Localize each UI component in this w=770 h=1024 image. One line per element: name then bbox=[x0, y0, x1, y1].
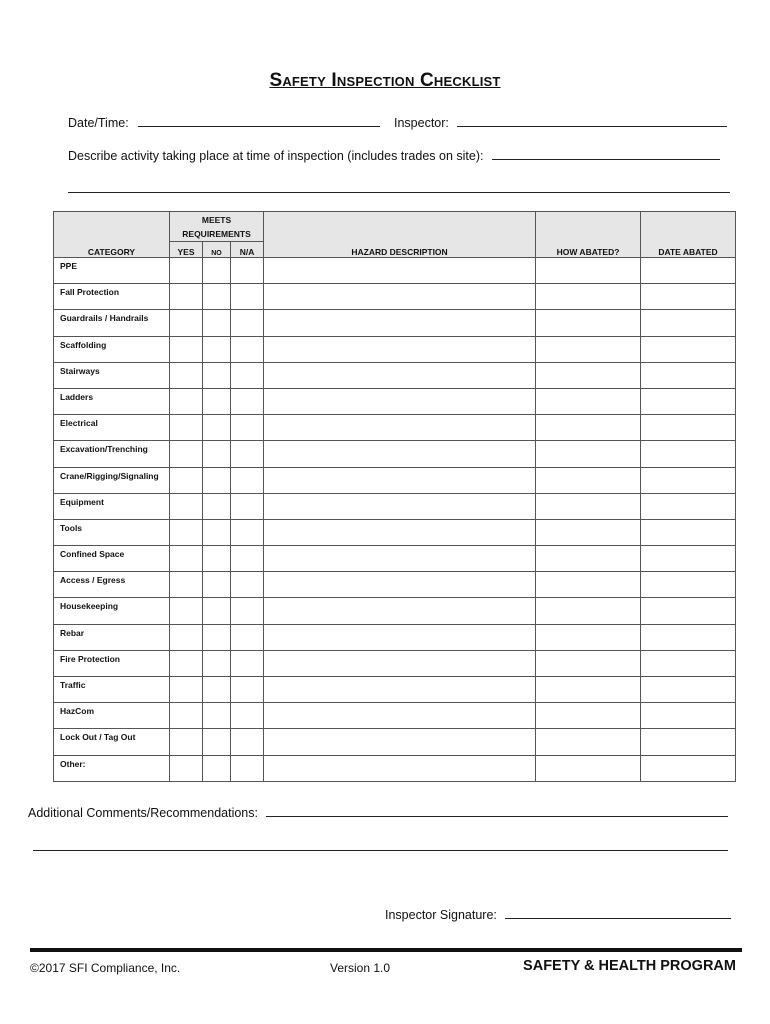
table-row bbox=[54, 755, 736, 781]
hazard-description-cell[interactable] bbox=[264, 677, 536, 703]
hazard-description-cell[interactable] bbox=[264, 519, 536, 545]
activity-input-line[interactable] bbox=[492, 148, 720, 160]
hazard-description-cell[interactable] bbox=[264, 729, 536, 755]
table-row bbox=[54, 310, 736, 336]
footer-program: SAFETY & HEALTH PROGRAM bbox=[523, 958, 736, 974]
table-row bbox=[54, 415, 736, 441]
hazard-description-cell[interactable] bbox=[264, 362, 536, 388]
category-cell: Tools bbox=[54, 519, 170, 545]
hazard-description-cell[interactable] bbox=[264, 467, 536, 493]
yes-cell[interactable] bbox=[170, 519, 203, 545]
na-cell[interactable] bbox=[231, 677, 264, 703]
category-cell: Crane/Rigging/Signaling bbox=[54, 467, 170, 493]
yes-cell[interactable] bbox=[170, 729, 203, 755]
table-row bbox=[54, 336, 736, 362]
yes-cell[interactable] bbox=[170, 546, 203, 572]
date-abated-cell[interactable] bbox=[641, 388, 736, 414]
date-abated-cell[interactable] bbox=[641, 362, 736, 388]
na-cell[interactable] bbox=[231, 729, 264, 755]
hazard-description-cell[interactable] bbox=[264, 441, 536, 467]
yes-cell[interactable] bbox=[170, 650, 203, 676]
footer-divider bbox=[30, 948, 742, 952]
category-cell: Stairways bbox=[54, 362, 170, 388]
na-cell[interactable] bbox=[231, 441, 264, 467]
comments-input-line-2[interactable] bbox=[33, 839, 728, 851]
yes-cell[interactable] bbox=[170, 441, 203, 467]
date-abated-cell[interactable] bbox=[641, 310, 736, 336]
date-abated-cell[interactable] bbox=[641, 415, 736, 441]
header-no: NO bbox=[203, 242, 231, 258]
inspector-input-line[interactable] bbox=[457, 115, 727, 127]
yes-cell[interactable] bbox=[170, 284, 203, 310]
no-cell[interactable] bbox=[203, 755, 231, 781]
how-abated-cell[interactable] bbox=[536, 258, 641, 284]
comments-field bbox=[28, 805, 728, 820]
table-row bbox=[54, 598, 736, 624]
category-cell: Rebar bbox=[54, 624, 170, 650]
category-cell: Ladders bbox=[54, 388, 170, 414]
date-abated-cell[interactable] bbox=[641, 467, 736, 493]
yes-cell[interactable] bbox=[170, 336, 203, 362]
yes-cell[interactable] bbox=[170, 388, 203, 414]
category-cell: Lock Out / Tag Out bbox=[54, 729, 170, 755]
table-row bbox=[54, 650, 736, 676]
date-abated-cell[interactable] bbox=[641, 258, 736, 284]
yes-cell[interactable] bbox=[170, 362, 203, 388]
how-abated-cell[interactable] bbox=[536, 755, 641, 781]
table-row bbox=[54, 493, 736, 519]
table-row bbox=[54, 284, 736, 310]
hazard-description-cell[interactable] bbox=[264, 572, 536, 598]
category-cell: Scaffolding bbox=[54, 336, 170, 362]
yes-cell[interactable] bbox=[170, 493, 203, 519]
inspection-table bbox=[53, 211, 736, 782]
signature-field bbox=[385, 907, 731, 922]
datetime-input-line[interactable] bbox=[138, 115, 380, 127]
hazard-description-cell[interactable] bbox=[264, 493, 536, 519]
comments-input-line[interactable] bbox=[266, 805, 728, 817]
how-abated-cell[interactable] bbox=[536, 362, 641, 388]
table-row bbox=[54, 388, 736, 414]
table-row bbox=[54, 362, 736, 388]
na-cell[interactable] bbox=[231, 650, 264, 676]
category-cell: Housekeeping bbox=[54, 598, 170, 624]
page-title: Safety Inspection Checklist bbox=[269, 70, 501, 91]
hazard-description-cell[interactable] bbox=[264, 755, 536, 781]
checklist-body bbox=[54, 258, 736, 782]
category-cell: Excavation/Trenching bbox=[54, 441, 170, 467]
how-abated-cell[interactable] bbox=[536, 703, 641, 729]
no-cell[interactable] bbox=[203, 572, 231, 598]
category-cell: Fire Protection bbox=[54, 650, 170, 676]
signature-label: Inspector Signature: bbox=[385, 908, 497, 922]
how-abated-cell[interactable] bbox=[536, 624, 641, 650]
category-cell: Equipment bbox=[54, 493, 170, 519]
how-abated-cell[interactable] bbox=[536, 310, 641, 336]
no-cell[interactable] bbox=[203, 258, 231, 284]
na-cell[interactable] bbox=[231, 362, 264, 388]
table-row bbox=[54, 441, 736, 467]
no-cell[interactable] bbox=[203, 415, 231, 441]
table-row bbox=[54, 546, 736, 572]
activity-input-line-2[interactable] bbox=[68, 181, 730, 193]
no-cell[interactable] bbox=[203, 598, 231, 624]
table-row bbox=[54, 258, 736, 284]
date-abated-cell[interactable] bbox=[641, 572, 736, 598]
table-row bbox=[54, 703, 736, 729]
table-row bbox=[54, 729, 736, 755]
na-cell[interactable] bbox=[231, 546, 264, 572]
na-cell[interactable] bbox=[231, 572, 264, 598]
no-cell[interactable] bbox=[203, 388, 231, 414]
no-cell[interactable] bbox=[203, 310, 231, 336]
comments-continuation bbox=[33, 839, 728, 854]
how-abated-cell[interactable] bbox=[536, 441, 641, 467]
date-abated-cell[interactable] bbox=[641, 546, 736, 572]
datetime-label: Date/Time: bbox=[68, 116, 129, 130]
activity-label: Describe activity taking place at time of inspection (includes trades on site): bbox=[68, 149, 484, 163]
no-cell[interactable] bbox=[203, 546, 231, 572]
how-abated-cell[interactable] bbox=[536, 493, 641, 519]
date-abated-cell[interactable] bbox=[641, 703, 736, 729]
na-cell[interactable] bbox=[231, 415, 264, 441]
how-abated-cell[interactable] bbox=[536, 572, 641, 598]
date-abated-cell[interactable] bbox=[641, 729, 736, 755]
header-category: CATEGORY bbox=[54, 212, 170, 258]
date-abated-cell[interactable] bbox=[641, 284, 736, 310]
hazard-description-cell[interactable] bbox=[264, 703, 536, 729]
comments-label: Additional Comments/Recommendations: bbox=[28, 806, 258, 820]
na-cell[interactable] bbox=[231, 624, 264, 650]
footer-copyright: ©2017 SFI Compliance, Inc. bbox=[30, 961, 181, 975]
header-meets-requirements bbox=[170, 212, 264, 242]
hazard-description-cell[interactable] bbox=[264, 415, 536, 441]
no-cell[interactable] bbox=[203, 336, 231, 362]
how-abated-cell[interactable] bbox=[536, 677, 641, 703]
category-cell: Other: bbox=[54, 755, 170, 781]
how-abated-cell[interactable] bbox=[536, 336, 641, 362]
date-abated-cell[interactable] bbox=[641, 677, 736, 703]
no-cell[interactable] bbox=[203, 284, 231, 310]
activity-field bbox=[68, 148, 720, 163]
table-row bbox=[54, 677, 736, 703]
date-abated-cell[interactable] bbox=[641, 650, 736, 676]
date-abated-cell[interactable] bbox=[641, 493, 736, 519]
no-cell[interactable] bbox=[203, 519, 231, 545]
no-cell[interactable] bbox=[203, 362, 231, 388]
na-cell[interactable] bbox=[231, 703, 264, 729]
yes-cell[interactable] bbox=[170, 598, 203, 624]
how-abated-cell[interactable] bbox=[536, 546, 641, 572]
header-meets-line1: MEETS bbox=[201, 214, 232, 225]
header-hazard-description: HAZARD DESCRIPTION bbox=[264, 212, 536, 258]
date-abated-cell[interactable] bbox=[641, 624, 736, 650]
hazard-description-cell[interactable] bbox=[264, 336, 536, 362]
header-yes: YES bbox=[170, 242, 203, 258]
table-row bbox=[54, 624, 736, 650]
yes-cell[interactable] bbox=[170, 258, 203, 284]
na-cell[interactable] bbox=[231, 258, 264, 284]
table-row bbox=[54, 467, 736, 493]
category-cell: Access / Egress bbox=[54, 572, 170, 598]
yes-cell[interactable] bbox=[170, 624, 203, 650]
na-cell[interactable] bbox=[231, 467, 264, 493]
no-cell[interactable] bbox=[203, 441, 231, 467]
activity-continuation bbox=[68, 181, 730, 196]
date-abated-cell[interactable] bbox=[641, 519, 736, 545]
footer-version: Version 1.0 bbox=[330, 961, 391, 975]
how-abated-cell[interactable] bbox=[536, 729, 641, 755]
no-cell[interactable] bbox=[203, 624, 231, 650]
how-abated-cell[interactable] bbox=[536, 467, 641, 493]
na-cell[interactable] bbox=[231, 598, 264, 624]
datetime-field bbox=[68, 115, 380, 130]
category-cell: PPE bbox=[54, 258, 170, 284]
table-row bbox=[54, 519, 736, 545]
no-cell[interactable] bbox=[203, 703, 231, 729]
hazard-description-cell[interactable] bbox=[264, 546, 536, 572]
date-abated-cell[interactable] bbox=[641, 598, 736, 624]
date-abated-cell[interactable] bbox=[641, 755, 736, 781]
header-date-abated: DATE ABATED bbox=[641, 212, 736, 258]
how-abated-cell[interactable] bbox=[536, 650, 641, 676]
no-cell[interactable] bbox=[203, 493, 231, 519]
how-abated-cell[interactable] bbox=[536, 284, 641, 310]
na-cell[interactable] bbox=[231, 493, 264, 519]
na-cell[interactable] bbox=[231, 388, 264, 414]
hazard-description-cell[interactable] bbox=[264, 624, 536, 650]
hazard-description-cell[interactable] bbox=[264, 258, 536, 284]
na-cell[interactable] bbox=[231, 310, 264, 336]
inspector-field bbox=[394, 115, 727, 130]
how-abated-cell[interactable] bbox=[536, 388, 641, 414]
no-cell[interactable] bbox=[203, 467, 231, 493]
category-cell: Confined Space bbox=[54, 546, 170, 572]
na-cell[interactable] bbox=[231, 755, 264, 781]
category-cell: HazCom bbox=[54, 703, 170, 729]
date-abated-cell[interactable] bbox=[641, 441, 736, 467]
hazard-description-cell[interactable] bbox=[264, 650, 536, 676]
header-how-abated: HOW ABATED? bbox=[536, 212, 641, 258]
inspector-label: Inspector: bbox=[394, 116, 449, 130]
date-abated-cell[interactable] bbox=[641, 336, 736, 362]
category-cell: Electrical bbox=[54, 415, 170, 441]
signature-input-line[interactable] bbox=[505, 907, 731, 919]
yes-cell[interactable] bbox=[170, 310, 203, 336]
how-abated-cell[interactable] bbox=[536, 519, 641, 545]
yes-cell[interactable] bbox=[170, 467, 203, 493]
category-cell: Traffic bbox=[54, 677, 170, 703]
hazard-description-cell[interactable] bbox=[264, 284, 536, 310]
yes-cell[interactable] bbox=[170, 677, 203, 703]
table-row bbox=[54, 572, 736, 598]
yes-cell[interactable] bbox=[170, 755, 203, 781]
na-cell[interactable] bbox=[231, 336, 264, 362]
hazard-description-cell[interactable] bbox=[264, 388, 536, 414]
yes-cell[interactable] bbox=[170, 703, 203, 729]
header-na: N/A bbox=[231, 242, 264, 258]
hazard-description-cell[interactable] bbox=[264, 598, 536, 624]
how-abated-cell[interactable] bbox=[536, 598, 641, 624]
category-cell: Fall Protection bbox=[54, 284, 170, 310]
category-cell: Guardrails / Handrails bbox=[54, 310, 170, 336]
na-cell[interactable] bbox=[231, 519, 264, 545]
no-cell[interactable] bbox=[203, 677, 231, 703]
hazard-description-cell[interactable] bbox=[264, 310, 536, 336]
yes-cell[interactable] bbox=[170, 572, 203, 598]
no-cell[interactable] bbox=[203, 650, 231, 676]
header-meets-line2: REQUIREMENTS bbox=[182, 228, 251, 239]
na-cell[interactable] bbox=[231, 284, 264, 310]
how-abated-cell[interactable] bbox=[536, 415, 641, 441]
yes-cell[interactable] bbox=[170, 415, 203, 441]
no-cell[interactable] bbox=[203, 729, 231, 755]
